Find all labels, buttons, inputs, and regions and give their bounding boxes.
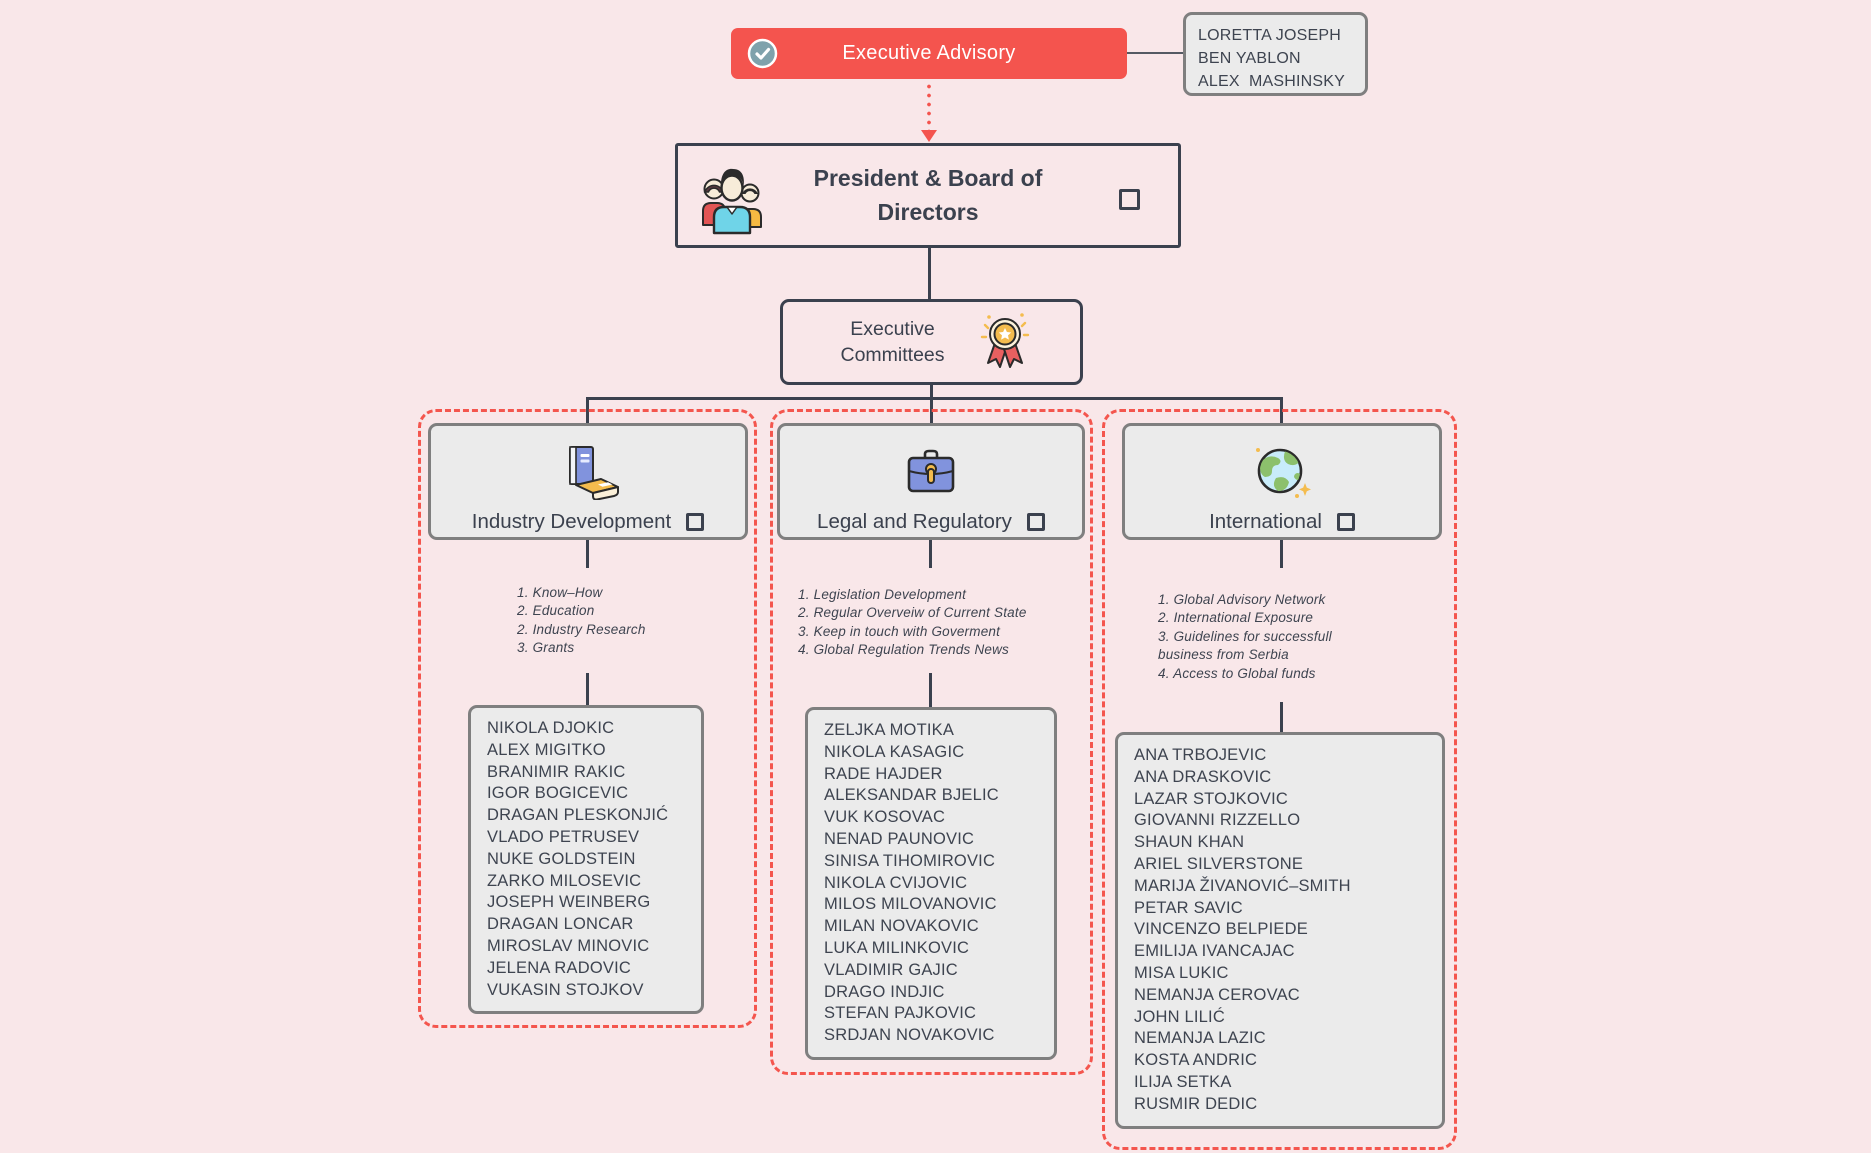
member-name: IGOR BOGICEVIC xyxy=(487,784,629,803)
member-name: ZELJKA MOTIKA xyxy=(824,721,955,739)
member-name: VLADO PETRUSEV xyxy=(487,827,640,846)
member-name: PETAR SAVIC xyxy=(1134,898,1243,917)
executive-committees-node[interactable] xyxy=(780,299,1083,385)
globe-icon xyxy=(1252,443,1312,501)
agenda-item: 3. Grants xyxy=(517,640,575,656)
member-name: SHAUN KHAN xyxy=(1134,833,1245,852)
member-name: VUKASIN STOJKOV xyxy=(487,980,644,999)
member-name: MISA LUKIC xyxy=(1134,963,1229,982)
member-name: ANA TRBOJEVIC xyxy=(1134,746,1267,764)
agenda-item: 1. Know–How xyxy=(517,585,603,600)
executive-advisory-node[interactable] xyxy=(731,28,1127,79)
member-name: NUKE GOLDSTEIN xyxy=(487,849,636,868)
executive-advisory-label: Executive Advisory xyxy=(842,42,1016,64)
member-name: RUSMIR DEDIC xyxy=(1134,1094,1258,1113)
award-medal-icon xyxy=(979,311,1031,373)
connector-legal-agenda xyxy=(929,540,932,568)
connector-international-agenda xyxy=(1280,540,1283,568)
member-name: DRAGAN LONCAR xyxy=(487,915,634,934)
industry-development-node[interactable] xyxy=(428,423,748,540)
connector-industry-members xyxy=(586,673,589,705)
industry-members-box[interactable] xyxy=(468,705,704,1014)
check-circle-icon[interactable] xyxy=(747,38,778,69)
agenda-item: 1. Global Advisory Network xyxy=(1158,592,1326,607)
legal-regulatory-title: Legal and Regulatory xyxy=(817,510,1012,533)
member-name: MARIJA ŽIVANOVIĆ–SMITH xyxy=(1134,876,1351,895)
member-name: MILOS MILOVANOVIC xyxy=(824,895,997,914)
member-name: LUKA MILINKOVIC xyxy=(824,938,970,957)
legal-members-box[interactable] xyxy=(805,707,1057,1060)
member-name: NENAD PAUNOVIC xyxy=(824,829,975,848)
member-name: SINISA TIHOMIROVIC xyxy=(824,851,996,870)
member-name: RADE HAJDER xyxy=(824,764,943,783)
industry-checkbox[interactable] xyxy=(686,513,704,531)
agenda-item: 3. Keep in touch with Goverment xyxy=(798,623,1001,639)
member-name: MILAN NOVAKOVIC xyxy=(824,917,979,936)
member-name: STEFAN PAJKOVIC xyxy=(824,1004,977,1023)
member-name: NEMANJA CEROVAC xyxy=(1134,985,1300,1004)
member-name: NIKOLA KASAGIC xyxy=(824,742,965,761)
agenda-item: 4. Access to Global funds xyxy=(1158,665,1316,681)
member-name: DRAGAN PLESKONJIĆ xyxy=(487,806,669,825)
president-board-node[interactable] xyxy=(675,143,1181,248)
advisory-member: BEN YABLON xyxy=(1198,50,1301,67)
member-name: ALEX MIGITKO xyxy=(487,740,606,759)
connector-international-members xyxy=(1280,702,1283,732)
international-checkbox[interactable] xyxy=(1337,513,1355,531)
advisory-member: ALEX MASHINSKY xyxy=(1198,73,1346,90)
member-name: LAZAR STOJKOVIC xyxy=(1134,789,1288,808)
connector-legal-members xyxy=(929,673,932,707)
international-title: International xyxy=(1209,510,1322,533)
legal-agenda-list xyxy=(798,586,1058,660)
member-name: VUK KOSOVAC xyxy=(824,808,946,827)
advisory-member: LORETTA JOSEPH xyxy=(1198,27,1341,44)
member-name: ILIJA SETKA xyxy=(1134,1072,1232,1091)
member-name: ZARKO MILOSEVIC xyxy=(487,871,642,890)
legal-regulatory-node[interactable] xyxy=(777,423,1085,540)
member-name: JOHN LILIĆ xyxy=(1134,1007,1225,1026)
connector-bus xyxy=(586,397,1283,400)
president-checkbox[interactable] xyxy=(1119,189,1140,210)
international-node[interactable] xyxy=(1122,423,1442,540)
people-group-icon xyxy=(700,159,764,235)
agenda-item: 2. International Exposure xyxy=(1158,610,1314,626)
agenda-item: 3. Guidelines for successfull business from Serbia xyxy=(1158,628,1332,663)
connector-industry-agenda xyxy=(586,540,589,568)
connector-advisory-president xyxy=(927,82,931,132)
executive-committees-title: Executive Committees xyxy=(840,317,945,366)
member-name: BRANIMIR RAKIC xyxy=(487,762,626,781)
connector-president-committees xyxy=(928,248,931,299)
briefcase-icon xyxy=(904,447,958,497)
member-name: ALEKSANDAR BJELIC xyxy=(824,786,999,805)
member-name: VLADIMIR GAJIC xyxy=(824,960,958,979)
president-board-title: President & Board of Directors xyxy=(813,165,1043,225)
legal-checkbox[interactable] xyxy=(1027,513,1045,531)
member-name: NIKOLA CVIJOVIC xyxy=(824,873,968,892)
member-name: NEMANJA LAZIC xyxy=(1134,1029,1266,1048)
member-name: DRAGO INDJIC xyxy=(824,982,945,1001)
member-name: JELENA RADOVIC xyxy=(487,958,632,977)
agenda-item: 2. Regular Overveiw of Current State xyxy=(798,605,1027,621)
agenda-item: 2. Industry Research xyxy=(517,621,646,637)
member-name: KOSTA ANDRIC xyxy=(1134,1051,1258,1070)
member-name: ARIEL SILVERSTONE xyxy=(1134,854,1304,873)
advisory-members-box[interactable] xyxy=(1183,12,1368,96)
books-icon xyxy=(556,444,620,500)
member-name: MIROSLAV MINOVIC xyxy=(487,936,650,955)
member-name: ANA DRASKOVIC xyxy=(1134,767,1272,786)
international-members-box[interactable] xyxy=(1115,732,1445,1129)
member-name: JOSEPH WEINBERG xyxy=(487,893,651,912)
international-agenda-list xyxy=(1158,591,1354,683)
arrowhead-icon xyxy=(921,130,937,142)
connector-advisory-names xyxy=(1127,52,1183,54)
agenda-item: 1. Legislation Development xyxy=(798,587,967,602)
industry-agenda-list xyxy=(517,584,692,658)
member-name: EMILIJA IVANCAJAC xyxy=(1134,942,1295,961)
agenda-item: 4. Global Regulation Trends News xyxy=(798,642,1010,658)
agenda-item: 2. Education xyxy=(517,603,595,619)
bottom-edge-strip xyxy=(0,1153,1871,1159)
member-name: SRDJAN NOVAKOVIC xyxy=(824,1026,995,1045)
member-name: VINCENZO BELPIEDE xyxy=(1134,920,1308,939)
industry-development-title: Industry Development xyxy=(471,510,672,533)
member-name: NIKOLA DJOKIC xyxy=(487,719,615,737)
member-name: GIOVANNI RIZZELLO xyxy=(1134,811,1301,830)
